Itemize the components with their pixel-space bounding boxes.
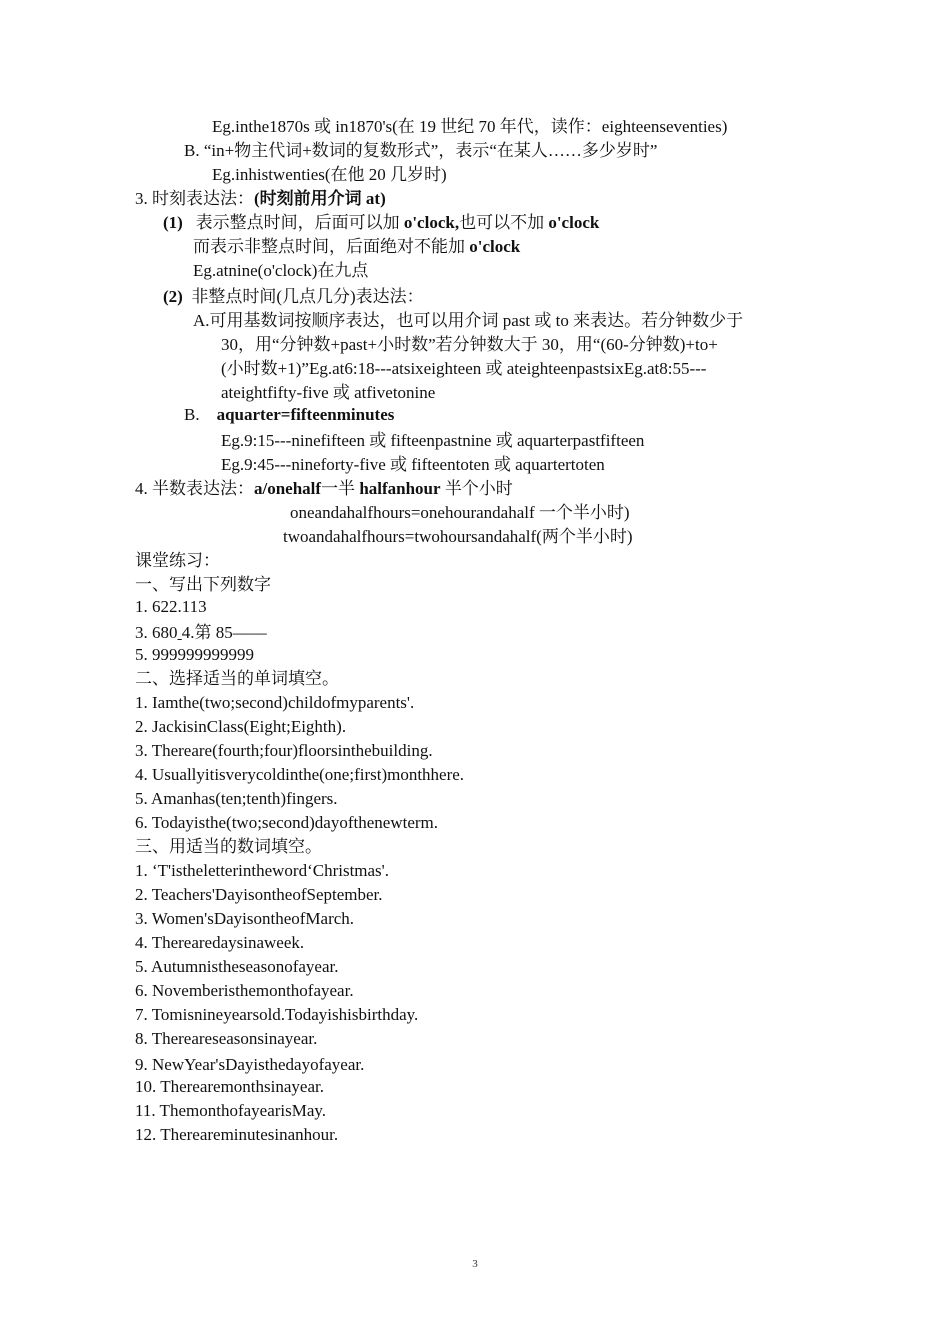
- section-4-halfanhour: halfanhour: [359, 479, 441, 498]
- example-twenties: Eg.inhistwenties(在他 20 几岁时): [212, 165, 447, 184]
- part-3-item-5: 5. Autumnistheseasonofayear.: [135, 957, 339, 976]
- rule-2b-line: [184, 404, 394, 426]
- section-4-half-cn: 一半: [321, 479, 360, 498]
- part-2-item-1: 1. Iamthe(two;second)childofmyparents'.: [135, 693, 415, 712]
- part-3-item-8: 8. Thereareseasonsinayear.: [135, 1029, 318, 1048]
- part-3-item-10: 10. Therearemonthsinayear.: [135, 1077, 324, 1096]
- rule-b-possessive: B. “in+物主代词+数词的复数形式”，表示“在某人……多少岁时”: [184, 141, 658, 160]
- rule-2a-line-4: ateightfifty-five 或 atfivetonine: [221, 383, 436, 402]
- part-1-item-4-blank: ——: [232, 623, 267, 642]
- exercise-heading: 课堂练习：: [135, 551, 220, 570]
- rule-1-text-c: 而表示非整点时间，后面绝对不能加: [193, 237, 470, 256]
- part-3-item-2: 2. Teachers'DayisontheofSeptember.: [135, 885, 383, 904]
- part-1-item-4: 4.第 85: [181, 623, 233, 642]
- rule-1-text-a: 表示整点时间，后面可以加: [195, 213, 404, 232]
- part-2-item-2: 2. JackisinClass(Eight;Eighth).: [135, 717, 347, 736]
- part-2-item-5: 5. Amanhas(ten;tenth)fingers.: [135, 789, 338, 808]
- rule-1-number: (1): [163, 213, 183, 232]
- part-1-heading: 一、写出下列数字: [135, 575, 271, 594]
- rule-1-text-b: 也可以不加: [459, 213, 549, 232]
- part-1-item-3: 3. 680: [135, 623, 178, 642]
- example-1870s: Eg.inthe1870s 或 in1870's(在 19 世纪 70 年代，读作：eighteenseventies): [212, 117, 728, 136]
- rule-2a-line-3: (小时数+1)”Eg.at6:18---atsixeighteen 或 ateighteenpastsixEg.at8:55---: [221, 359, 707, 378]
- rule-2-line: [163, 286, 424, 308]
- rule-1-continuation: [193, 236, 520, 258]
- rule-1-oclock-a: o'clock,: [403, 213, 460, 232]
- rule-1-oclock-c: o'clock: [469, 237, 521, 256]
- part-1-items-3-4: [135, 622, 267, 644]
- part-3-item-12: 12. Thereareminutesinanhour.: [135, 1125, 339, 1144]
- example-two-and-a-half: twoandahalfhours=twohoursandahalf(两个半小时): [283, 527, 633, 546]
- part-3-item-6: 6. Novemberisthemonthofayear.: [135, 981, 354, 1000]
- section-4-title: 4. 半数表达法：: [135, 479, 254, 498]
- page-number: 3: [472, 1258, 478, 1270]
- part-3-item-3: 3. Women'sDayisontheofMarch.: [135, 909, 355, 928]
- example-one-and-a-half: oneandahalfhours=onehourandahalf 一个半小时): [290, 503, 630, 522]
- section-4-heading: [135, 478, 513, 500]
- example-nine-oclock: Eg.atnine(o'clock)在九点: [193, 261, 369, 280]
- section-4-halfhour-cn: 半个小时: [440, 479, 513, 498]
- part-3-item-9: 9. NewYear'sDayisthedayofayear.: [135, 1055, 365, 1074]
- rule-2b-quarter: aquarter=fifteenminutes: [216, 405, 395, 424]
- rule-2-text: 非整点时间(几点几分)表达法：: [191, 287, 424, 306]
- part-2-item-4: 4. Usuallyitisverycoldinthe(one;first)monthhere.: [135, 765, 465, 784]
- example-9-15: Eg.9:15---ninefifteen 或 fifteenpastnine 或 aquarterpastfifteen: [221, 431, 645, 450]
- rule-1-line: [163, 212, 599, 234]
- rule-2-number: (2): [163, 287, 183, 306]
- part-3-item-7: 7. Tomisnineyearsold.Todayishisbirthday.: [135, 1005, 419, 1024]
- rule-2a-line-2: 30，用“分钟数+past+小时数”若分钟数大于 30，用“(60-分钟数)+to+: [221, 335, 718, 354]
- rule-2a-line-1: A.可用基数词按顺序表达，也可以用介词 past 或 to 来表达。若分钟数少于: [193, 311, 744, 330]
- example-9-45: Eg.9:45---nineforty-five 或 fifteentoten 或 aquartertoten: [221, 455, 605, 474]
- part-3-item-11: 11. ThemonthofayearisMay.: [135, 1101, 327, 1120]
- part-1-item-5: 5. 999999999999: [135, 645, 254, 664]
- part-2-item-3: 3. Thereare(fourth;four)floorsinthebuilding.: [135, 741, 433, 760]
- section-4-a-onehalf: a/onehalf: [254, 479, 322, 498]
- rule-1-oclock-b: o'clock: [548, 213, 600, 232]
- part-2-item-6: 6. Todayisthe(two;second)dayofthenewterm.: [135, 813, 438, 832]
- part-3-heading: 三、用适当的数词填空。: [135, 837, 322, 856]
- section-3-title: 3. 时刻表达法：: [135, 189, 254, 208]
- part-3-item-4: 4. Therearedaysinaweek.: [135, 933, 305, 952]
- part-3-item-1: 1. ‘T'istheletterintheword‘Christmas'.: [135, 861, 389, 880]
- part-2-heading: 二、选择适当的单词填空。: [135, 669, 339, 688]
- section-3-heading: [135, 188, 386, 210]
- rule-2b-label: B.: [184, 405, 200, 424]
- part-1-item-1: 1. 622.113: [135, 597, 207, 616]
- section-3-note: (时刻前用介词 at): [254, 189, 386, 208]
